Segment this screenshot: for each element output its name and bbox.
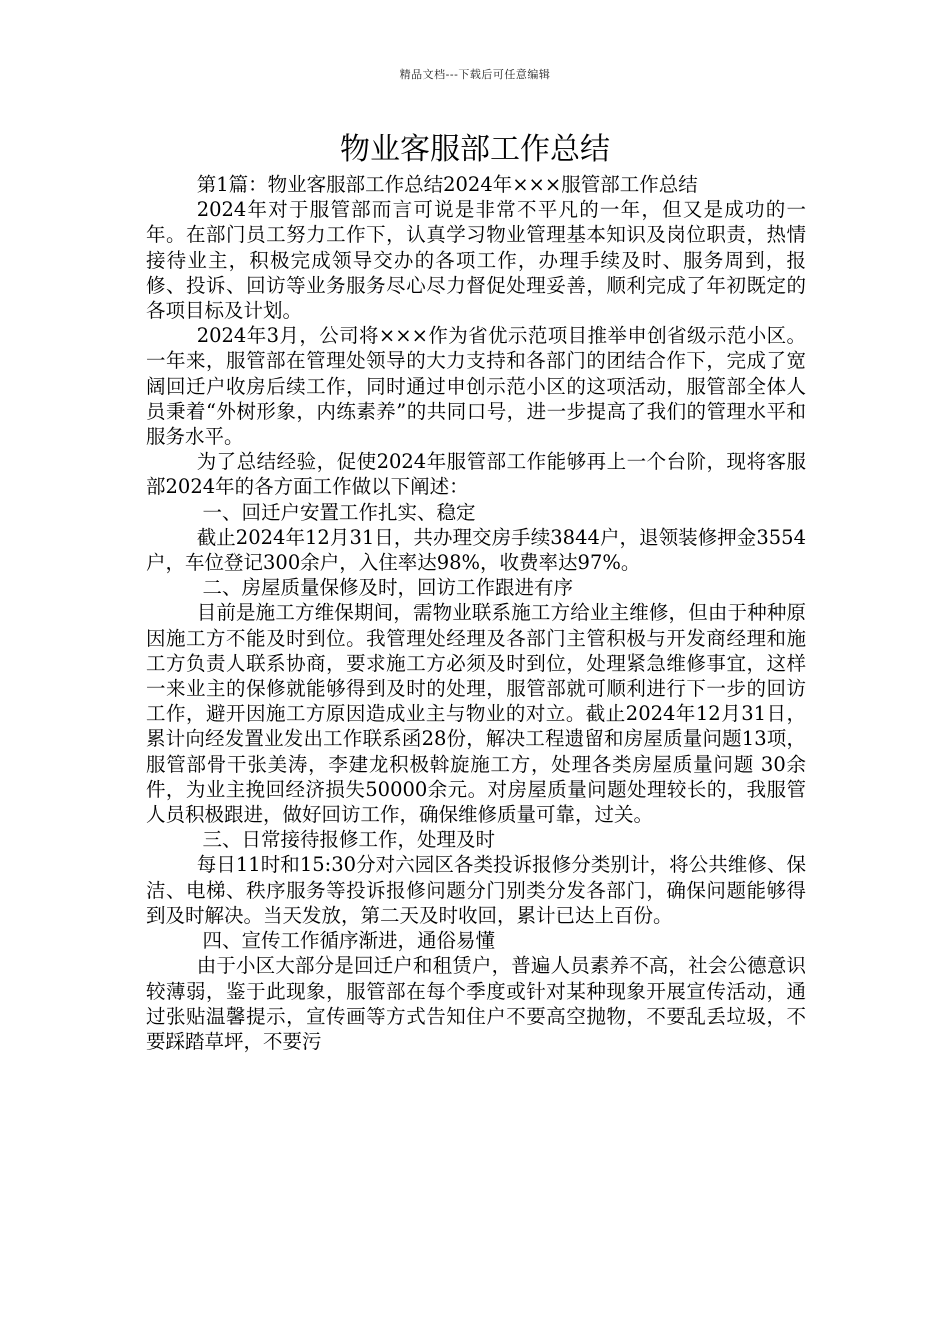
body-paragraph: 2024年3月，公司将×××作为省优示范项目推举申创省级示范小区。一年来，服管部在管理处领导的大力支持和各部门的团结合作下，完成了宽阔回迁户收房后续工作，同时通过申创示范小区的这项活动，服管部全体人员秉着“外树形象，内练素养”的共同口号，进一步提高了我们的管理水平和服务水平。 [146,324,806,449]
body-paragraph: 为了总结经验，促使2024年服管部工作能够再上一个台阶，现将客服部2024年的各方面工作做以下阐述： [146,450,806,499]
body-paragraph: 目前是施工方维保期间，需物业联系施工方给业主维修，但由于种种原因施工方不能及时到位。我管理处经理及各部门主管积极与开发商经理和施工方负责人联系协商，要求施工方必须及时到位，处理紧急维修事宜，这样一来业主的保修就能够得到及时的处理，服管部就可顺利进行下一步的回访工作，避开因施工方原因造成业主与物业的对立。截止2024年12月31日，累计向经发置业发出工作联系函28份，解决工程遗留和房屋质量问题13项，服管部骨干张美涛，李建龙积极斡旋施工方，处理各类房屋质量问题 30余件，为业主挽回经济损失50000余元。对房屋质量问题处理较长的，我服管人员积极跟进，做好回访工作，确保维修质量可靠，过关。 [146,601,806,827]
document-title: 物业客服部工作总结 [340,132,610,167]
section-heading: 三、日常接待报修工作，处理及时 [202,828,496,852]
section-heading: 一、回迁户安置工作扎实、稳定 [202,500,476,524]
page-header-note: 精品文档---下载后可任意编辑 [399,68,551,81]
section-heading: 二、房屋质量保修及时，回访工作跟进有序 [202,576,574,600]
document-body [146,172,806,1054]
body-paragraph: 2024年对于服管部而言可说是非常不平凡的一年，但又是成功的一年。在部门员工努力工作下，认真学习物业管理基本知识及岗位职责，热情接待业主，积极完成领导交办的各项工作，办理手续及时、服务周到，报修、投诉、回访等业务服务尽心尽力督促处理妥善，顺利完成了年初既定的各项目标及计划。 [146,198,806,323]
subtitle-paragraph: 第1篇：物业客服部工作总结2024年×××服管部工作总结 [196,173,698,196]
section-heading: 四、宣传工作循序渐进，通俗易懂 [202,929,496,953]
body-paragraph: 截止2024年12月31日，共办理交房手续3844户，退领装修押金3554户，车位登记300余户，入住率达98%，收费率达97%。 [146,525,806,575]
body-paragraph: 每日11时和15:30分对六园区各类投诉报修分类别计，将公共维修、保洁、电梯、秩序服务等投诉报修问题分门别类分发各部门，确保问题能够得到及时解决。当天发放，第二天及时收回，累计已达上百份。 [146,853,806,927]
body-paragraph: 由于小区大部分是回迁户和租赁户，普遍人员素养不高，社会公德意识较薄弱，鉴于此现象，服管部在每个季度或针对某种现象开展宣传活动，通过张贴温馨提示，宣传画等方式告知住户不要高空抛物，不要乱丢垃圾，不要踩踏草坪，不要污 [146,954,806,1053]
